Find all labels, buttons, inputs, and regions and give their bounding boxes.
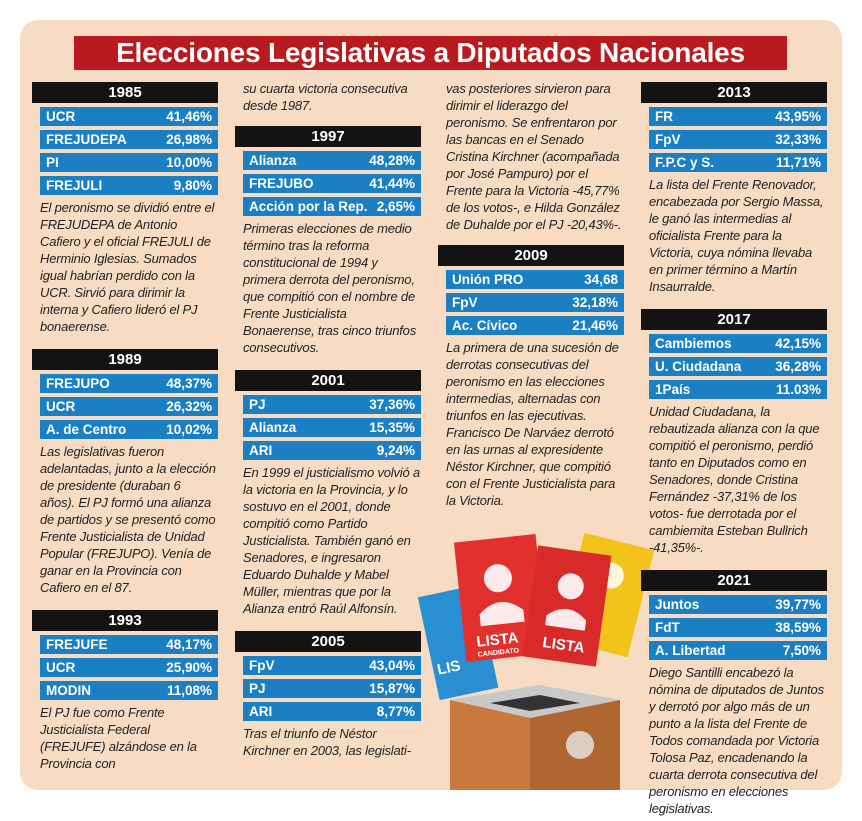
party-percent: 48,17%: [166, 637, 212, 652]
party-name: PJ: [249, 681, 266, 696]
party-percent: 32,18%: [572, 295, 618, 310]
party-percent: 41,46%: [166, 109, 212, 124]
party-name: A. Libertad: [655, 643, 726, 658]
election-summary-1997: Primeras elecciones de medio término tras la reforma constitucional de 1994 y primera derrota del peronismo, que compitió con el nombre de Frente Justicialista Bonaerense, tras cinco triunfos consecutivos.: [243, 221, 417, 355]
party-name: A. de Centro: [46, 422, 127, 437]
ballot-sublabel-1: CANDIDATO: [477, 647, 520, 659]
election-summary-1985: El peronismo se dividió entre el FREJUDEPA de Antonio Cafiero y el oficial FREJULI de Herminio Iglesias. Sumados igual habrían perdido con la UCR. Sirvió para dirimir la interna y Cafiero lideró el PJ bonaerense.: [40, 200, 215, 334]
party-percent: 43,95%: [775, 109, 821, 124]
election-summary-2013: La lista del Frente Renovador, encabezada por Sergio Massa, le ganó las intermedias al oficialista Frente para la Victoria, cuya nómina llevaba en primer término a Martín Insaurralde.: [649, 177, 824, 294]
year-header-1993: 1993: [32, 610, 218, 631]
year-header-2013: 2013: [641, 82, 827, 103]
party-name: UCR: [46, 109, 76, 124]
result-row: [40, 374, 218, 393]
party-name: Alianza: [249, 420, 297, 435]
party-name: UCR: [46, 399, 76, 414]
party-percent: 8,77%: [376, 704, 415, 719]
election-summary-1989: Las legislativas fueron adelantadas, junto a la elección de presidente (duraban 6 años). El PJ formó una alianza de partidos y se presentó como Frente Justicialista de Unidad Popular (FREJUPO). Venía de ganar en la Provincia con Cafiero en el 87.: [40, 444, 216, 595]
party-name: FdT: [655, 620, 680, 635]
party-name: FR: [655, 109, 673, 124]
result-row: [649, 618, 827, 637]
result-row: [40, 176, 218, 195]
result-row: [243, 679, 421, 698]
result-row: [243, 151, 421, 170]
result-row: [40, 107, 218, 126]
election-summary-2021: Diego Santilli encabezó la nómina de diputados de Juntos y derrotó por algo más de un punto a la lista del Frente de Todos comandada por Victoria Tolosa Paz, encadenando la cuarta derrota consecutiva del peronismo en elecciones legislativas.: [649, 665, 824, 816]
year-header-2009: 2009: [438, 245, 624, 266]
party-percent: 25,90%: [166, 660, 212, 675]
result-row: [649, 107, 827, 126]
continued-text: vas posteriores sirvieron para dirimir el liderazgo del peronismo. Se enfrentaron por las bancas en el Senado Cristina Kirchner (acompañada por José Pampuro) por el Frente para la Victoria -45,77% de los votos-, e Hilda González de Duhalde por el PJ -20,43%-.: [446, 81, 622, 232]
year-header-1989: 1989: [32, 349, 218, 370]
result-row: [649, 641, 827, 660]
party-percent: 15,35%: [369, 420, 415, 435]
party-name: MODIN: [46, 683, 91, 698]
result-row: [40, 635, 218, 654]
party-name: FREJUDEPA: [46, 132, 127, 147]
column-2: [235, 80, 421, 763]
party-percent: 34,68: [584, 272, 618, 287]
ballot-box-illustration: [420, 520, 640, 790]
party-name: F.P.C y S.: [655, 155, 715, 170]
party-name: Ac. Cívico: [452, 318, 518, 333]
party-name: FREJUPO: [46, 376, 110, 391]
party-percent: 32,33%: [775, 132, 821, 147]
party-percent: 39,77%: [775, 597, 821, 612]
election-summary-2009: La primera de una sucesión de derrotas consecutivas del peronismo en las elecciones intermedias, alternadas con triunfos en las ejecutivas. Francisco De Narváez derrotó en las urnas al expresidente Néstor Kirchner, que compitió con el Frente Justicialista para la Victoria.: [446, 340, 619, 508]
result-row: [40, 658, 218, 677]
continued-text: su cuarta victoria consecutiva desde 1987.: [243, 81, 408, 113]
year-header-2001: 2001: [235, 370, 421, 391]
party-percent: 2,65%: [376, 199, 415, 214]
ballot-label-1: LISTA: [475, 629, 520, 651]
election-summary-2017: Unidad Ciudadana, la rebautizada alianza con la que compitió el peronismo, perdió tanto en Diputados como en Senadores, donde Cristina Fernández -37,31% de los votos- fue derrotada por el cambiemita Esteban Bullrich -41,35%-.: [649, 404, 820, 555]
party-name: Acción por la Rep.: [249, 199, 368, 214]
party-name: PI: [46, 155, 59, 170]
party-percent: 10,00%: [166, 155, 212, 170]
result-row: [649, 595, 827, 614]
result-row: [243, 418, 421, 437]
result-row: [40, 681, 218, 700]
party-name: FpV: [655, 132, 681, 147]
party-name: 1País: [655, 382, 691, 397]
red-ballot-right-icon: [523, 545, 612, 666]
party-percent: 21,46%: [572, 318, 618, 333]
infographic-panel: [20, 20, 842, 816]
result-row: [649, 153, 827, 172]
infographic-title: Elecciones Legislativas a Diputados Nacionales: [74, 36, 787, 70]
result-row: [243, 197, 421, 216]
party-percent: 42,15%: [775, 336, 821, 351]
result-row: [649, 357, 827, 376]
party-percent: 11,08%: [166, 683, 212, 698]
party-name: UCR: [46, 660, 76, 675]
result-row: [649, 130, 827, 149]
party-percent: 37,36%: [369, 397, 415, 412]
ballot-label-3: LIS: [435, 657, 463, 679]
result-row: [446, 270, 624, 289]
party-name: FREJUFE: [46, 637, 108, 652]
result-row: [446, 293, 624, 312]
result-row: [243, 174, 421, 193]
party-percent: 15,87%: [369, 681, 415, 696]
party-percent: 9,80%: [173, 178, 212, 193]
party-percent: 41,44%: [369, 176, 415, 191]
party-percent: 48,37%: [166, 376, 212, 391]
cardboard-box-icon: [450, 685, 620, 790]
result-row: [40, 130, 218, 149]
party-percent: 38,59%: [775, 620, 821, 635]
party-percent: 10,02%: [166, 422, 212, 437]
result-row: [243, 702, 421, 721]
party-name: PJ: [249, 397, 266, 412]
year-header-1985: 1985: [32, 82, 218, 103]
election-summary-2001: En 1999 el justicialismo volvió a la victoria en la Provincia, y lo sostuvo en el 2001, donde compitió como Partido Justicialista. También ganó en Senadores, e ingresaron Eduardo Duhalde y Mabel Müller, mientras que por la Alianza entró Raúl Alfonsín.: [243, 465, 420, 616]
year-header-2021: 2021: [641, 570, 827, 591]
result-row: [649, 380, 827, 399]
party-name: Juntos: [655, 597, 700, 612]
party-percent: 26,32%: [166, 399, 212, 414]
column-4: [641, 82, 827, 821]
party-name: Cambiemos: [655, 336, 732, 351]
year-header-1997: 1997: [235, 126, 421, 147]
result-row: [446, 316, 624, 335]
party-name: Unión PRO: [452, 272, 524, 287]
party-percent: 7,50%: [782, 643, 821, 658]
election-summary-2005: Tras el triunfo de Néstor Kirchner en 2003, las legislati-: [243, 726, 411, 758]
ballot-label-2: LISTA: [541, 634, 586, 657]
result-row: [40, 420, 218, 439]
party-name: U. Ciudadana: [655, 359, 742, 374]
column-3: [438, 80, 624, 513]
result-row: [243, 441, 421, 460]
party-percent: 43,04%: [369, 658, 415, 673]
party-percent: 48,28%: [369, 153, 415, 168]
party-name: FpV: [249, 658, 275, 673]
election-summary-1993: El PJ fue como Frente Justicialista Federal (FREJUFE) alzándose en la Provincia con: [40, 705, 197, 771]
party-name: FpV: [452, 295, 478, 310]
result-row: [243, 656, 421, 675]
year-header-2005: 2005: [235, 631, 421, 652]
party-name: ARI: [249, 704, 273, 719]
party-name: FREJUBO: [249, 176, 314, 191]
party-name: Alianza: [249, 153, 297, 168]
party-percent: 11,71%: [775, 155, 821, 170]
party-name: FREJULI: [46, 178, 103, 193]
column-1: [32, 82, 218, 776]
party-percent: 11.03%: [775, 382, 821, 397]
year-header-2017: 2017: [641, 309, 827, 330]
party-percent: 36,28%: [775, 359, 821, 374]
result-row: [649, 334, 827, 353]
result-row: [40, 397, 218, 416]
party-percent: 26,98%: [166, 132, 212, 147]
party-percent: 9,24%: [376, 443, 415, 458]
result-row: [40, 153, 218, 172]
result-row: [243, 395, 421, 414]
party-name: ARI: [249, 443, 273, 458]
